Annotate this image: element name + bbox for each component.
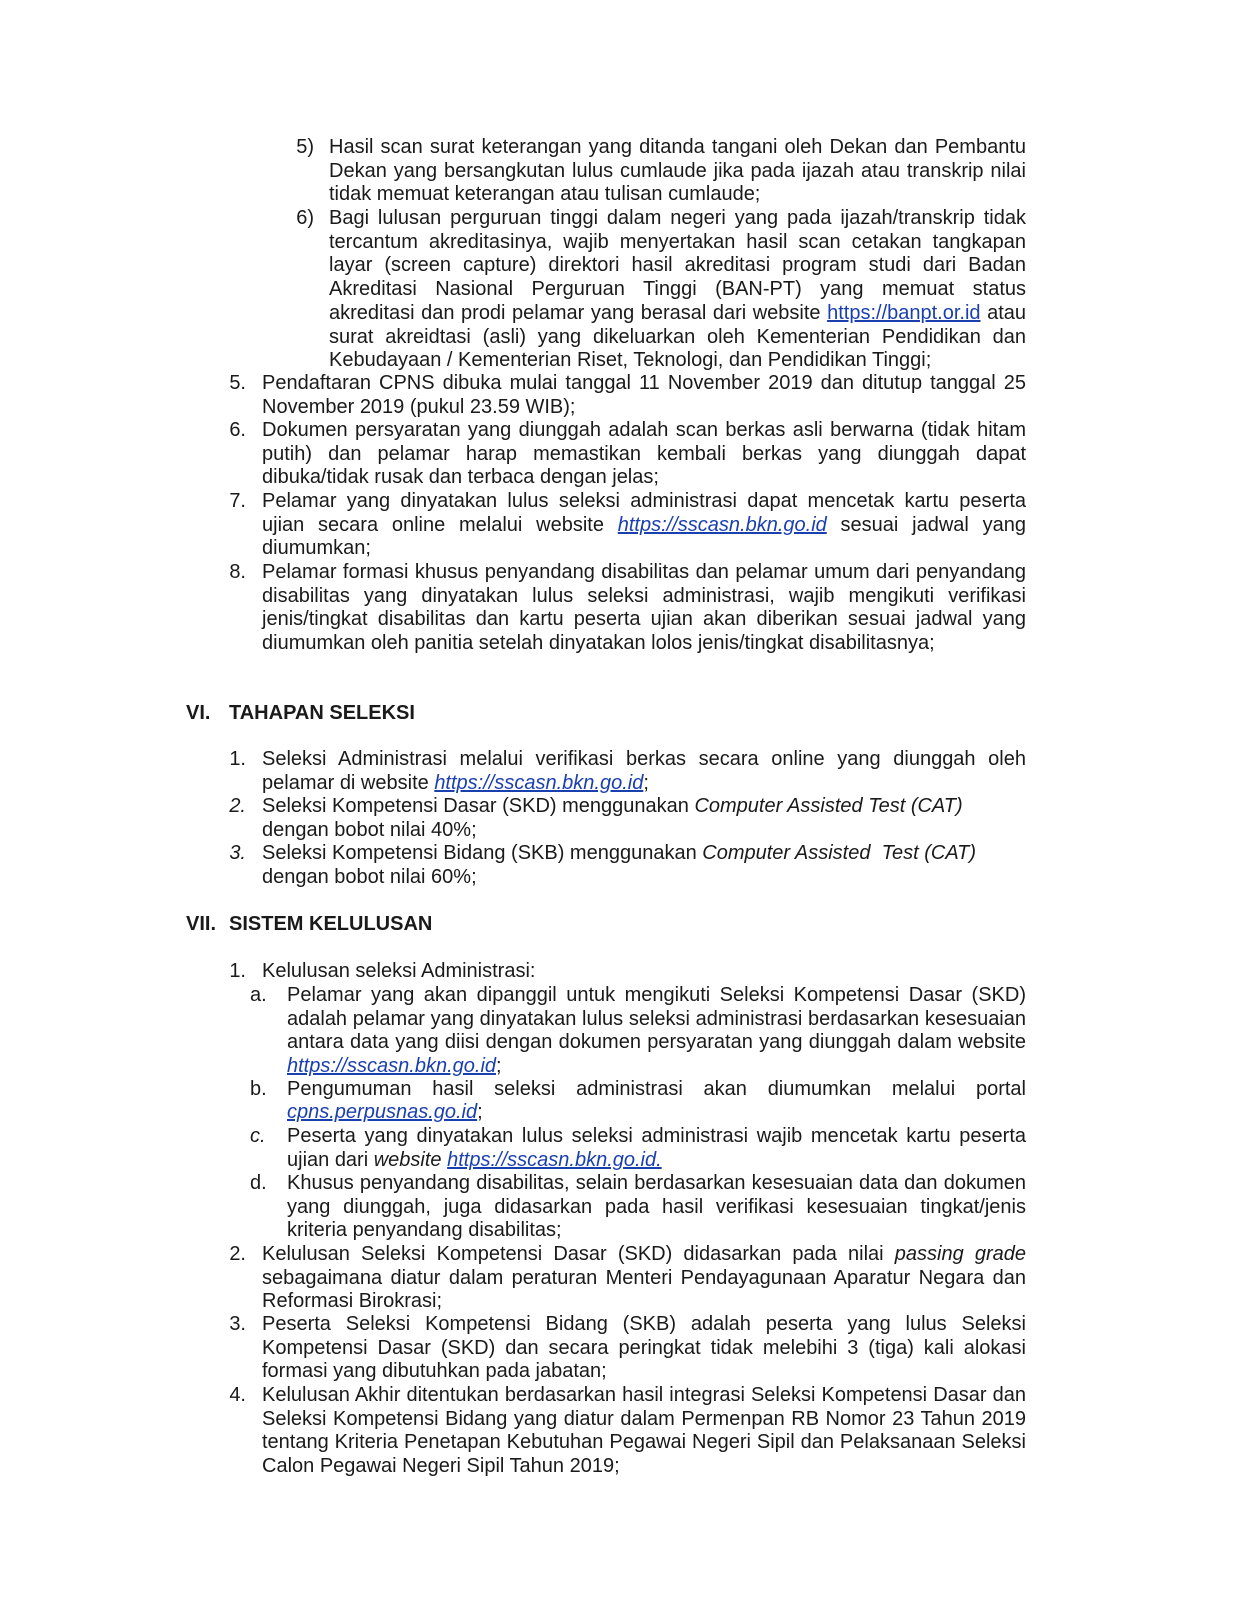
list-item-text: Peserta Seleksi Kompetensi Bidang (SKB) adalah peserta yang lulus Seleksi Kompetensi Dasar (SKD) dan secara peringkat tidak melebihi 3 (tiga) kali alokasi formasi yang dibutuhkan pada jabatan;	[262, 1313, 1026, 1383]
sscasn-link[interactable]: https://sscasn.bkn.go.id	[617, 513, 827, 536]
sub-item-marker: 5)	[296, 136, 314, 158]
sub-item-link-line	[287, 1101, 483, 1125]
sub-item-text: Hasil scan surat keterangan yang ditanda tangani oleh Dekan dan Pembantu Dekan yang bersangkutan lulus cumlaude jika pada ijazah atau transkrip nilai tidak memuat keterangan atau tulisan cumlaude;	[329, 136, 1026, 206]
list-item-text-after: ;	[643, 771, 649, 794]
sub-item-text	[287, 1125, 1026, 1172]
list-item-marker: 5.	[229, 372, 246, 394]
list-item-text	[262, 795, 1026, 842]
sub-item-marker: d.	[250, 1172, 267, 1194]
sub-item-marker: a.	[250, 984, 267, 1006]
list-item-marker: 8.	[229, 561, 246, 583]
list-item-marker: 1.	[229, 960, 246, 982]
sscasn-link[interactable]: https://sscasn.bkn.go.id	[287, 1055, 497, 1078]
sub-item-text: Pengumuman hasil seleksi administrasi akan diumumkan melalui portal	[287, 1078, 1026, 1100]
sub-item-marker: b.	[250, 1078, 267, 1100]
list-item-italic: Computer Assisted Test (CAT)	[694, 795, 963, 817]
sub-item-marker: 6)	[296, 207, 314, 229]
sub-item-text-before: Pelamar yang akan dipanggil untuk mengikuti Seleksi Kompetensi Dasar (SKD) adalah pelamar yang dinyatakan lulus seleksi administrasi berdasarkan kesesuaian antara data yang diisi dengan dokumen persyaratan yang diunggah dalam website	[287, 984, 1026, 1054]
perpusnas-link[interactable]: cpns.perpusnas.go.id	[287, 1101, 478, 1123]
section-numeral: VII.	[186, 913, 217, 935]
list-item-marker: 1.	[229, 748, 246, 770]
banpt-link[interactable]: https://banpt.or.id	[827, 301, 981, 324]
list-item-text: Kelulusan seleksi Administrasi:	[262, 960, 536, 982]
list-item-text-after: dengan bobot nilai 60%;	[262, 865, 477, 888]
list-item-text-before: Pelamar yang dinyatakan lulus seleksi administrasi dapat mencetak kartu peserta ujian secara online melalui website	[262, 490, 1026, 536]
list-item-italic: Computer Assisted Test (CAT)	[702, 842, 977, 864]
list-item-text-after: sebagaimana diatur dalam peraturan Menteri Pendayagunaan Aparatur Negara dan Reformasi Birokrasi;	[262, 1266, 1026, 1313]
sub-item-text-after: ;	[477, 1101, 483, 1123]
sscasn-link[interactable]: https://sscasn.bkn.go.id	[434, 771, 644, 794]
list-item-text-before: Seleksi Kompetensi Dasar (SKD) menggunakan	[262, 795, 689, 817]
list-item-marker: 3.	[229, 842, 246, 864]
list-item-text-after: dengan bobot nilai 40%;	[262, 818, 477, 841]
list-item-text: Pendaftaran CPNS dibuka mulai tanggal 11 November 2019 dan ditutup tanggal 25 November 2019 (pukul 23.59 WIB);	[262, 372, 1026, 418]
list-item-text	[262, 748, 1026, 795]
sub-item-text-before: Bagi lulusan perguruan tinggi dalam negeri yang pada ijazah/transkrip tidak tercantum akreditasinya, wajib menyertakan hasil scan cetakan tangkapan layar (screen capture) direktori hasil akreditasi program studi dari Badan Akreditasi Nasional Perguruan Tinggi (BAN-PT) yang memuat status akreditasi dan prodi pelamar yang berasal dari website	[329, 207, 1026, 324]
list-item-italic: passing grade	[894, 1243, 1026, 1265]
list-item-text-before: Seleksi Administrasi melalui verifikasi berkas secara online yang diunggah oleh pelamar di website	[262, 748, 1026, 794]
sub-item-italic: website	[373, 1148, 442, 1171]
section-title: TAHAPAN SELEKSI	[229, 702, 415, 724]
list-item-text	[262, 1243, 1026, 1314]
list-item-marker: 7.	[229, 490, 246, 512]
list-item-text-before: Seleksi Kompetensi Bidang (SKB) menggunakan	[262, 842, 697, 864]
list-item-text	[262, 490, 1026, 561]
list-item-text-before: Kelulusan Seleksi Kompetensi Dasar (SKD) didasarkan pada nilai	[262, 1243, 884, 1265]
section-title: SISTEM KELULUSAN	[229, 913, 433, 935]
sscasn-link[interactable]: https://sscasn.bkn.go.id.	[447, 1148, 662, 1171]
list-item-text-after: sesuai jadwal yang diumumkan;	[262, 513, 1026, 560]
list-item-text	[262, 842, 1026, 889]
section-numeral: VI.	[186, 702, 211, 724]
list-item-marker: 2.	[229, 795, 246, 817]
list-item-text: Pelamar formasi khusus penyandang disabilitas dan pelamar umum dari penyandang disabilitas yang dinyatakan lulus seleksi administrasi, wajib mengikuti verifikasi jenis/tingkat disabilitas dan kartu peserta ujian akan diberikan sesuai jadwal yang diumumkan oleh panitia setelah dinyatakan lolos jenis/tingkat disabilitasnya;	[262, 561, 1026, 655]
sub-item-text	[287, 984, 1026, 1079]
list-item-marker: 6.	[229, 419, 246, 441]
sub-item-text: Khusus penyandang disabilitas, selain berdasarkan kesesuaian data dan dokumen yang diunggah, juga didasarkan pada hasil verifikasi kesesuaian tingkat/jenis kriteria penyandang disabilitas;	[287, 1172, 1026, 1242]
list-item-marker: 4.	[229, 1384, 246, 1406]
sub-item-text-after: atau surat akreidtasi (asli) yang dikeluarkan oleh Kementerian Pendidikan dan Kebudayaan / Kementerian Riset, Teknologi, dan Pendidikan Tinggi;	[329, 301, 1027, 372]
list-item-marker: 3.	[229, 1313, 246, 1335]
sub-item-marker: c.	[250, 1125, 266, 1147]
list-item-text: Dokumen persyaratan yang diunggah adalah scan berkas asli berwarna (tidak hitam putih) dan pelamar harap memastikan kembali berkas yang diunggah dapat dibuka/tidak rusak dan terbaca dengan jelas;	[262, 419, 1026, 489]
sub-item-text	[329, 207, 1026, 373]
sub-item-text-before: Peserta yang dinyatakan lulus seleksi administrasi wajib mencetak kartu peserta ujian dari	[287, 1125, 1026, 1171]
list-item-marker: 2.	[229, 1243, 246, 1265]
sub-item-text-after: ;	[496, 1055, 502, 1078]
list-item-text: Kelulusan Akhir ditentukan berdasarkan hasil integrasi Seleksi Kompetensi Dasar dan Seleksi Kompetensi Bidang yang diatur dalam Permenpan RB Nomor 23 Tahun 2019 tentang Kriteria Penetapan Kebutuhan Pegawai Negeri Sipil dan Pelaksanaan Seleksi Calon Pegawai Negeri Sipil Tahun 2019;	[262, 1384, 1026, 1478]
